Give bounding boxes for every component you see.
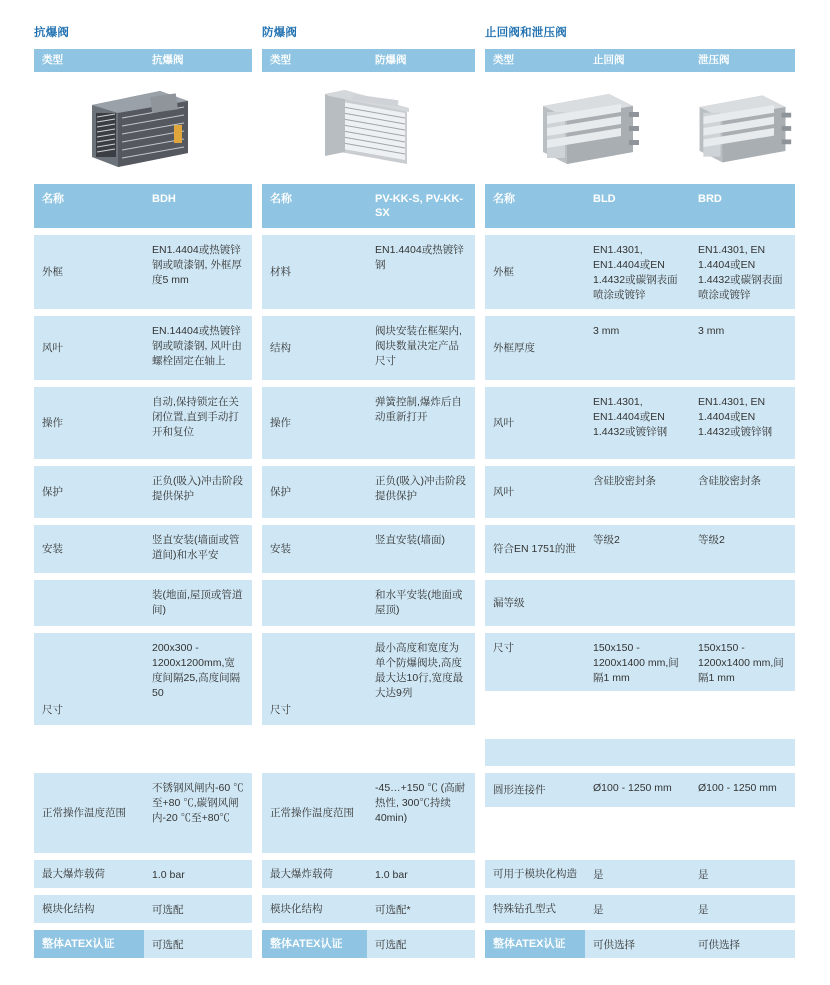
spec-value: 可选配	[144, 930, 252, 958]
spacer	[252, 773, 262, 853]
spacer	[252, 525, 262, 573]
spec-value: 竖直安装(墙面)	[367, 525, 475, 573]
row-gap	[34, 309, 795, 316]
row-gap	[34, 766, 795, 773]
name-value-brd: BRD	[690, 184, 795, 228]
spacer	[475, 930, 485, 958]
spec-value-blank	[690, 580, 795, 626]
spec-label: 外框	[485, 235, 585, 309]
spacer	[252, 466, 262, 518]
spec-value: 150x150 - 1200x1400 mm,间隔1 mm	[585, 633, 690, 691]
spec-value: -45…+150 ℃ (高耐热性, 300℃持续40min)	[367, 773, 475, 853]
spec-value: 3 mm	[690, 316, 795, 380]
type-label-3: 类型	[485, 49, 585, 72]
spec-label-atex: 整体ATEX认证	[262, 930, 367, 958]
spec-value: 是	[690, 860, 795, 888]
spec-label: 安装	[262, 525, 367, 573]
spec-value: EN1.4301, EN1.4404或EN 1.4432或镀锌钢	[585, 387, 690, 459]
spacer	[252, 895, 262, 923]
spec-value: 含硅胶密封条	[585, 466, 690, 518]
spacer	[475, 184, 485, 228]
type-label-2: 类型	[262, 49, 367, 72]
spec-label: 正常操作温度范围	[34, 773, 144, 853]
spacer	[475, 860, 485, 888]
spec-value: 150x150 - 1200x1400 mm,间隔1 mm	[690, 633, 795, 691]
spec-value: EN1.4404或热镀锌钢或喷漆钢, 外框厚度5 mm	[144, 235, 252, 309]
pressure-relief-valve-icon	[690, 82, 795, 174]
type-value-2: 防爆阀	[367, 49, 475, 72]
spec-label: 最大爆炸载荷	[262, 860, 367, 888]
name-label-2: 名称	[262, 184, 367, 228]
type-value-3a: 止回阀	[585, 49, 690, 72]
spacer	[252, 633, 262, 725]
spacer	[485, 725, 585, 732]
spec-label: 尺寸	[262, 633, 367, 725]
spacer	[252, 580, 262, 626]
spec-label: 外框厚度	[485, 316, 585, 380]
spec-value: 可供选择	[690, 930, 795, 958]
name-label-1: 名称	[34, 184, 144, 228]
row-gap	[34, 518, 795, 525]
spacer	[252, 387, 262, 459]
row-gap	[34, 923, 795, 930]
spec-label-blank	[34, 580, 144, 626]
type-value-3b: 泄压阀	[690, 49, 795, 72]
spec-label: 风叶	[485, 466, 585, 518]
product-image-bld	[485, 72, 690, 184]
product-image-brd	[690, 72, 795, 184]
spec-label: 可用于模块化构造	[485, 860, 585, 888]
spec-label: 正常操作温度范围	[262, 773, 367, 853]
spec-value: EN1.4404或热镀锌钢	[367, 235, 475, 309]
spec-value: 可选配	[367, 930, 475, 958]
spec-value: Ø100 - 1250 mm	[690, 773, 795, 807]
spec-value: 是	[585, 895, 690, 923]
spec-value: 3 mm	[585, 316, 690, 380]
spec-value: 可供选择	[585, 930, 690, 958]
type-value-1: 抗爆阀	[144, 49, 252, 72]
spec-label: 最大爆炸载荷	[34, 860, 144, 888]
spacer	[475, 49, 485, 72]
spec-filler	[585, 739, 690, 766]
spacer	[252, 235, 262, 309]
spec-label: 结构	[262, 316, 367, 380]
row-gap	[34, 626, 795, 633]
spec-label: 尺寸	[34, 633, 144, 725]
spec-value: EN.14404或热镀锌钢或喷漆钢, 风叶由螺栓固定在轴上	[144, 316, 252, 380]
spacer	[475, 316, 485, 380]
spec-value: 正负(吸入)冲击阶段提供保护	[367, 466, 475, 518]
spec-label: 操作	[34, 387, 144, 459]
type-label-1: 类型	[34, 49, 144, 72]
spacer	[475, 895, 485, 923]
name-label-3: 名称	[485, 184, 585, 228]
group-titles-row	[34, 24, 796, 49]
spec-label: 圆形连接件	[485, 773, 585, 807]
name-row	[34, 184, 796, 228]
spec-value: 可选配*	[367, 895, 475, 923]
spec-label: 风叶	[485, 387, 585, 459]
spacer	[252, 72, 262, 184]
type-header-row	[34, 49, 796, 72]
row-gap	[34, 380, 795, 387]
spacer	[475, 633, 485, 725]
row-gap	[34, 853, 795, 860]
row-gap	[34, 228, 795, 235]
spec-label: 特殊钻孔型式	[485, 895, 585, 923]
spec-filler	[485, 739, 585, 766]
spec-label-atex: 整体ATEX认证	[485, 930, 585, 958]
spec-value: EN1.4301, EN1.4404或EN 1.4432或碳钢表面喷涂或镀锌	[585, 235, 690, 309]
spacer	[475, 466, 485, 518]
spec-value: 自动,保持锁定在关闭位置,直到手动打开和复位	[144, 387, 252, 459]
spacer	[475, 24, 485, 49]
spec-value: 含硅胶密封条	[690, 466, 795, 518]
spec-value: 是	[585, 860, 690, 888]
group-title-2: 防爆阀	[262, 27, 298, 39]
row-gap	[34, 888, 795, 895]
spec-label: 外框	[34, 235, 144, 309]
spec-rows	[34, 228, 796, 958]
spacer	[252, 930, 262, 958]
product-image-pvkk	[262, 72, 475, 184]
spec-filler	[690, 739, 795, 766]
spec-value: 和水平安装(地面或屋顶)	[367, 580, 475, 626]
spec-label: 操作	[262, 387, 367, 459]
spec-label: 模块化结构	[34, 895, 144, 923]
row-gap	[34, 459, 795, 466]
spacer	[475, 387, 485, 459]
spec-value: 阀块安装在框架内,阀块数量决定产品尺寸	[367, 316, 475, 380]
spec-value: 正负(吸入)冲击阶段提供保护	[144, 466, 252, 518]
spacer	[252, 860, 262, 888]
spec-value: 1.0 bar	[367, 860, 475, 888]
spec-label: 风叶	[34, 316, 144, 380]
spec-value: 不锈钢风闸内-60 ℃至+80 ℃,碳钢风闸内-20 ℃至+80℃	[144, 773, 252, 853]
spec-value: EN1.4301, EN 1.4404或EN 1.4432或碳钢表面喷涂或镀锌	[690, 235, 795, 309]
product-images-row	[34, 72, 796, 184]
spec-label-blank	[262, 580, 367, 626]
check-valve-icon	[533, 82, 643, 174]
spec-label: 安装	[34, 525, 144, 573]
spec-value-blank	[585, 580, 690, 626]
spec-value: 可选配	[144, 895, 252, 923]
spacer	[475, 72, 485, 184]
spec-label: 材料	[262, 235, 367, 309]
spec-value: EN1.4301, EN 1.4404或EN 1.4432或镀锌钢	[690, 387, 795, 459]
name-value-bdh: BDH	[144, 184, 252, 228]
spec-value: 弹簧控制,爆炸后自动重新打开	[367, 387, 475, 459]
spec-value: 等级2	[690, 525, 795, 573]
explosion-resistant-valve-icon	[78, 83, 208, 173]
row-gap	[34, 725, 485, 732]
spacer	[475, 235, 485, 309]
spacer	[252, 49, 262, 72]
spacer	[475, 773, 485, 853]
spec-value: Ø100 - 1250 mm	[585, 773, 690, 807]
product-image-bdh	[34, 72, 252, 184]
spacer	[252, 184, 262, 228]
spacer	[252, 24, 262, 49]
group-title-3: 止回阀和泄压阀	[485, 27, 567, 39]
spacer	[252, 316, 262, 380]
spec-label: 尺寸	[485, 633, 585, 691]
spec-value: 最小高度和宽度为单个防爆阀块,高度最大达10行,宽度最大达9列	[367, 633, 475, 725]
spec-label-atex: 整体ATEX认证	[34, 930, 144, 958]
spec-label: 模块化结构	[262, 895, 367, 923]
name-value-pvkk: PV-KK-S, PV-KK-SX	[367, 184, 475, 228]
spec-value: 是	[690, 895, 795, 923]
row-gap	[34, 573, 795, 580]
spec-label: 漏等级	[485, 580, 585, 626]
spec-label: 保护	[262, 466, 367, 518]
spacer	[475, 525, 485, 573]
spec-value: 等级2	[585, 525, 690, 573]
name-value-bld: BLD	[585, 184, 690, 228]
spec-value: 竖直安装(墙面或管道间)和水平安	[144, 525, 252, 573]
spacer	[475, 580, 485, 626]
spec-label: 符合EN 1751的泄	[485, 525, 585, 573]
spec-value: 1.0 bar	[144, 860, 252, 888]
spec-value: 200x300 - 1200x1200mm,宽度间隔25,高度间隔50	[144, 633, 252, 725]
spec-label: 保护	[34, 466, 144, 518]
spec-value: 装(地面,屋顶或管道间)	[144, 580, 252, 626]
group-title-1: 抗爆阀	[34, 27, 70, 39]
explosion-proof-valve-icon	[309, 80, 429, 176]
